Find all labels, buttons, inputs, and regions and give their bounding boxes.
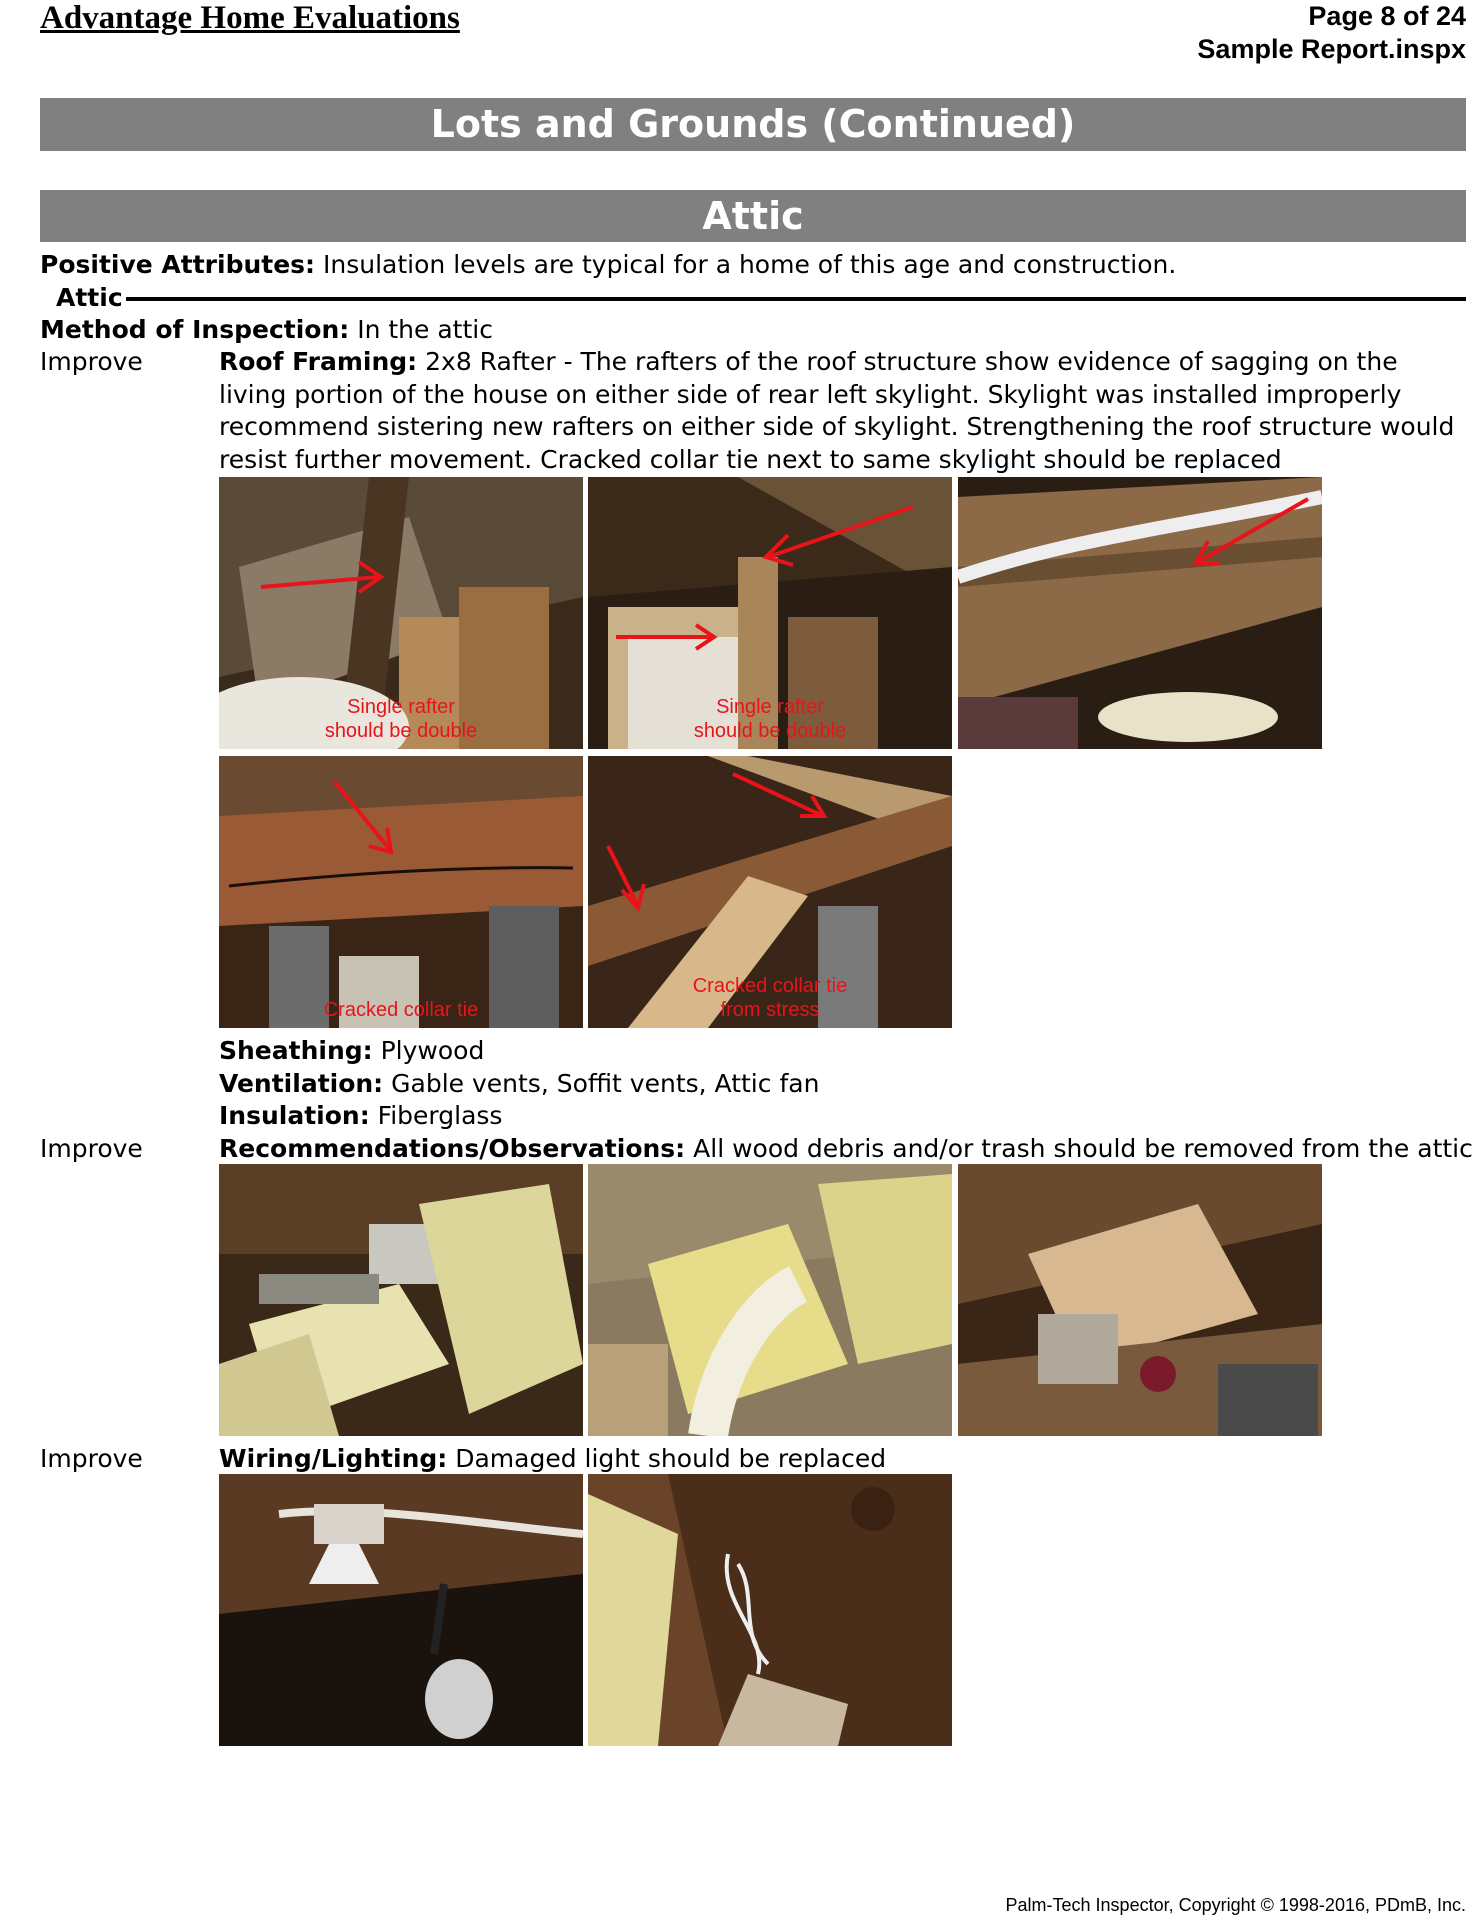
caption-line: should be double	[693, 720, 847, 742]
roof-framing-label: Roof Framing:	[219, 347, 418, 376]
photo-debris-2	[588, 1164, 952, 1436]
wiring-label: Wiring/Lighting:	[219, 1444, 448, 1473]
sheathing-value: Plywood	[380, 1036, 485, 1065]
sheathing-item	[219, 1035, 484, 1067]
method-label: Method of Inspection:	[40, 315, 350, 344]
section-banner-attic: Attic	[40, 190, 1466, 242]
photo-rafter-2-caption	[588, 695, 952, 743]
photo-debris-2-image	[588, 1164, 952, 1436]
caption-line: Cracked collar tie	[692, 975, 848, 997]
photo-collar-tie-1-caption	[219, 998, 583, 1022]
caption-line: Single rafter	[716, 696, 824, 718]
photo-collar-tie-2-caption	[588, 974, 952, 1022]
photo-light-2	[588, 1474, 952, 1746]
footer-copyright: Palm-Tech Inspector, Copyright © 1998-2016, PDmB, Inc.	[1005, 1895, 1466, 1915]
positive-attributes	[40, 249, 1176, 281]
photo-rafter-1-caption	[219, 695, 583, 743]
wiring-item	[219, 1443, 886, 1475]
ventilation-item	[219, 1068, 819, 1100]
roof-framing-item	[219, 346, 1469, 476]
insulation-value: Fiberglass	[377, 1101, 503, 1130]
method-of-inspection	[40, 314, 493, 346]
photo-collar-tie-2	[588, 756, 952, 1028]
recommendations-value: All wood debris and/or trash should be removed from the attic	[693, 1134, 1473, 1163]
caption-line: should be double	[324, 720, 478, 742]
photo-debris-1	[219, 1164, 583, 1436]
photo-rafter-3-image	[958, 477, 1322, 749]
report-filename: Sample Report.inspx	[1197, 34, 1466, 64]
insulation-item	[219, 1100, 502, 1132]
photo-light-1-image	[219, 1474, 583, 1746]
photo-light-2-image	[588, 1474, 952, 1746]
positive-attributes-text: Insulation levels are typical for a home of this age and construction.	[323, 250, 1177, 279]
ventilation-value: Gable vents, Soffit vents, Attic fan	[391, 1069, 820, 1098]
insulation-label: Insulation:	[219, 1101, 370, 1130]
subsection-label: Attic	[56, 283, 123, 312]
photo-collar-tie-1	[219, 756, 583, 1028]
caption-line: from stress	[720, 999, 820, 1021]
page-number: Page 8 of 24	[1308, 1, 1466, 31]
photo-rafter-2	[588, 477, 952, 749]
recommendations-label: Recommendations/Observations:	[219, 1134, 686, 1163]
recommendations-status: Improve	[40, 1134, 143, 1163]
roof-framing-status: Improve	[40, 347, 143, 376]
photo-debris-3-image	[958, 1164, 1322, 1436]
positive-attributes-label: Positive Attributes:	[40, 250, 316, 279]
recommendations-item	[219, 1133, 1473, 1165]
caption-line: Single rafter	[347, 696, 455, 718]
roof-framing-text: 2x8 Rafter - The rafters of the roof structure show evidence of sagging on the living portion of the house on either side of rear left skylight. Skylight was installed improperly recommend sistering new rafters on either side of skylight. Strengthening the roof structure would resist further movement. Cracked collar tie next to same skylight should be replaced	[219, 347, 1455, 474]
company-name: Advantage Home Evaluations	[40, 0, 460, 36]
caption-line: Cracked collar tie	[323, 999, 479, 1021]
photo-debris-3	[958, 1164, 1322, 1436]
wiring-status: Improve	[40, 1444, 143, 1473]
photo-rafter-3	[958, 477, 1322, 749]
wiring-value: Damaged light should be replaced	[455, 1444, 887, 1473]
subsection-rule	[126, 297, 1466, 301]
page-info	[1197, 0, 1466, 66]
method-value: In the attic	[357, 315, 493, 344]
photo-debris-1-image	[219, 1164, 583, 1436]
photo-light-1	[219, 1474, 583, 1746]
sheathing-label: Sheathing:	[219, 1036, 373, 1065]
photo-collar-tie-1-image	[219, 756, 583, 1028]
photo-rafter-1	[219, 477, 583, 749]
ventilation-label: Ventilation:	[219, 1069, 384, 1098]
section-banner-continued: Lots and Grounds (Continued)	[40, 98, 1466, 151]
